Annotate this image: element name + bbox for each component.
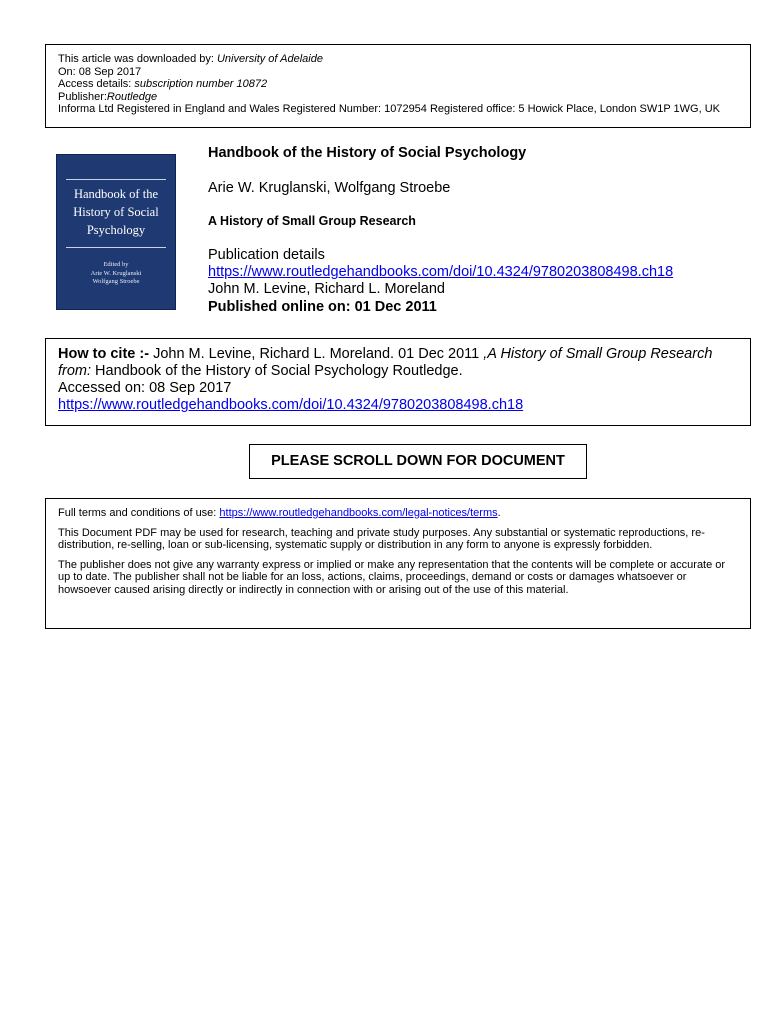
chapter-authors: John M. Levine, Richard L. Moreland <box>208 281 445 297</box>
publisher-label: Publisher: <box>58 90 107 103</box>
full-terms-period: . <box>497 507 501 519</box>
downloaded-by-line <box>58 53 738 66</box>
citation-authors-date: John M. Levine, Richard L. Moreland. 01 Dec 2011 <box>153 346 484 362</box>
cover-middle-rule <box>66 247 166 248</box>
cover-edited-by: Edited by <box>103 261 129 268</box>
citation-chapter-title: ,A History of Small Group Research from: <box>58 346 713 379</box>
cover-title <box>61 185 171 239</box>
citation-text <box>58 346 738 380</box>
cover-title-line-2: History of Social <box>73 205 159 219</box>
how-to-cite-label: How to cite :- <box>58 346 154 362</box>
book-title: Handbook of the History of Social Psychology <box>208 145 527 161</box>
terms-warranty-paragraph: The publisher does not give any warranty express or implied or make any representation that the contents will be complete or accurate or up to date. The publisher shall not be liable for an loss, actions, claims, proceedings, demand or costs or damages whatsoever or howsoever caused arising directly or indirectly in connection with or arising out of the use of this material. <box>58 558 726 596</box>
cover-top-rule <box>66 179 166 180</box>
publication-doi-link[interactable]: https://www.routledgehandbooks.com/doi/10.4324/9780203808498.ch18 <box>208 264 674 280</box>
downloaded-by-label: This article was downloaded by: <box>58 53 217 65</box>
full-terms-line <box>58 507 738 520</box>
download-date-line: On: 08 Sep 2017 <box>58 65 142 78</box>
downloaded-by-value: University of Adelaide <box>216 53 323 65</box>
publisher-line <box>58 91 738 104</box>
book-cover-image <box>56 154 176 310</box>
full-terms-link[interactable]: https://www.routledgehandbooks.com/legal-notices/terms <box>219 507 498 519</box>
publication-details <box>208 144 748 316</box>
cover-editor-1: Arie W. Kruglanski <box>90 269 142 277</box>
access-details-label: Access details: <box>58 78 135 91</box>
terms-conditions-box <box>45 498 751 629</box>
how-to-cite-box <box>45 338 751 426</box>
cover-title-line-3: Psychology <box>86 223 146 237</box>
download-info-box <box>45 44 751 128</box>
published-online-date: Published online on: 01 Dec 2011 <box>208 299 437 315</box>
full-terms-label: Full terms and conditions of use: <box>58 507 220 519</box>
scroll-down-notice: PLEASE SCROLL DOWN FOR DOCUMENT <box>249 444 587 479</box>
cover-title-line-1: Handbook of the <box>73 187 158 201</box>
citation-accessed-date: Accessed on: 08 Sep 2017 <box>58 380 232 396</box>
registered-office-line: Informa Ltd Registered in England and Wales Registered Number: 1072954 Registered office: 5 Howick Place, London SW1P 1WG, UK <box>58 103 720 116</box>
book-editors: Arie W. Kruglanski, Wolfgang Stroebe <box>208 180 451 196</box>
cover-editor-2: Wolfgang Stroebe <box>92 278 140 285</box>
access-details-value: subscription number 10872 <box>134 78 268 91</box>
publisher-value: Routledge <box>106 90 158 103</box>
cover-editors <box>61 261 171 287</box>
terms-use-paragraph: This Document PDF may be used for research, teaching and private study purposes. Any substantial or systematic reproductions, re-distribution, re-selling, loan or sub-licensing, systematic supply or distribution in any form to anyone is expressly forbidden. <box>58 526 705 552</box>
publication-details-label: Publication details <box>208 247 325 263</box>
chapter-title: A History of Small Group Research <box>208 214 416 228</box>
citation-book-publisher: Handbook of the History of Social Psychology Routledge. <box>91 363 463 379</box>
access-details-line <box>58 78 738 91</box>
citation-doi-link[interactable]: https://www.routledgehandbooks.com/doi/10.4324/9780203808498.ch18 <box>58 397 524 413</box>
